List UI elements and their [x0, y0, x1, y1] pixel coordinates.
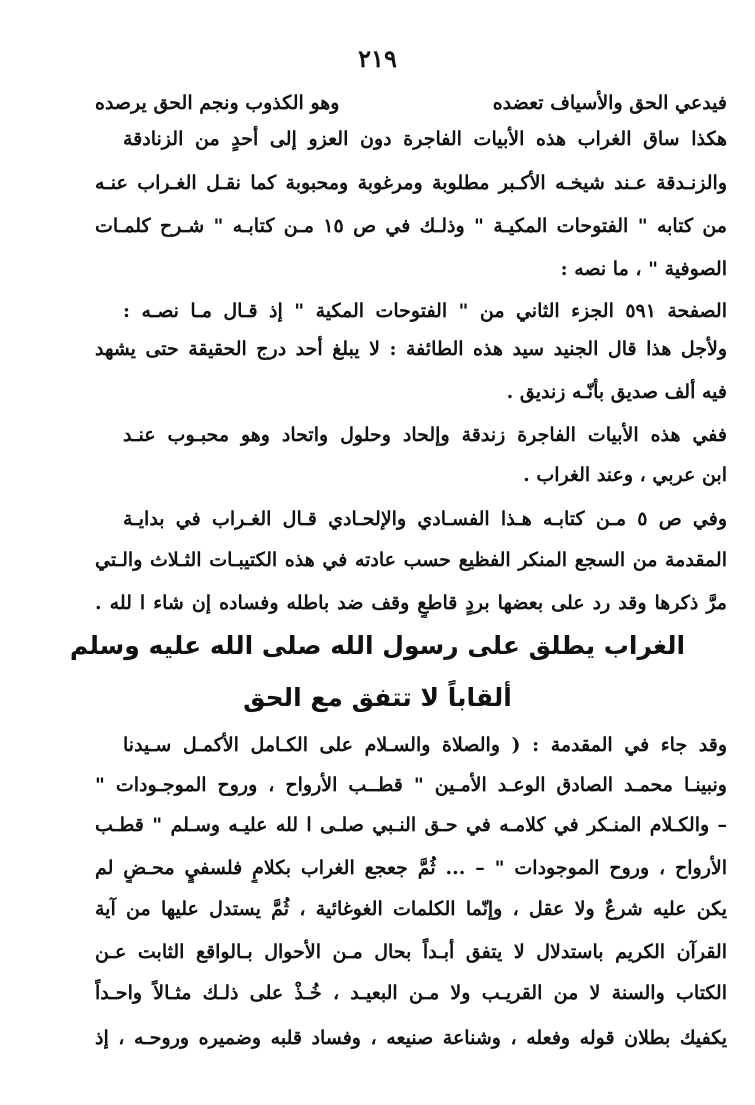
paragraph-1-line-3: من كتابه " الفتوحات المكيـة " وذلـك في ص ١٥ مـن كتابـه " شـرح كلمـات — [95, 215, 727, 237]
paragraph-4-line-2: المقدمة من السجع المنكر الفظيع حسب عادته في هذه الكتيبـات الثـلاث والـتي — [95, 549, 727, 571]
verse-second-hemistich: وهو الكذوب ونجم الحق يرصده — [95, 92, 340, 114]
paragraph-2-line-1: الصفحة ٥٩١ الجزء الثاني من " الفتوحات المكية " إذ قـال مـا نصـه : — [123, 300, 727, 322]
poetry-verse — [95, 88, 727, 118]
paragraph-5-line-2: ونبينـا محمـد الصادق الوعـد الأمـين " قطــب الأرواح ، وروح الموجـودات " — [95, 774, 727, 796]
paragraph-5-line-8: يكفيك بطلان قوله وفعله ، وشناعة صنيعه ، وفساد قلبه وضميره وروحـه ، إذ — [95, 1027, 727, 1049]
paragraph-5-line-5: يكن عليه شرعٌ ولا عقل ، وإنّما الكلمات الغوغائية ، ثُمَّ يستدل عليها من آية — [95, 898, 727, 920]
paragraph-5-line-7: الكتاب والسنة لا من القريـب ولا مـن البعيـد ، خُـذْ على ذلـك مثـالاً واحـداً — [95, 982, 727, 1004]
section-heading-line-1: الغراب يطلق على رسول الله صلى الله عليه وسلم — [69, 631, 686, 660]
paragraph-2-line-2: ولأجل هذا قال الجنيد سيد هذه الطائفة : لا يبلغ أحد درج الحقيقة حتى يشهد — [95, 338, 727, 360]
paragraph-5-line-3: – والكـلام المنـكر في كلامـه في حـق النـبي صلـى ا لله عليـه وسـلم " قطـب — [95, 814, 727, 836]
verse-first-hemistich: فيدعي الحق والأسياف تعضده — [492, 92, 727, 114]
page-number: ٢١٩ — [358, 44, 397, 73]
paragraph-3-line-2: ابن عربي ، وعند الغراب . — [523, 464, 727, 486]
paragraph-1-line-1: هكذا ساق الغراب هذه الأبيات الفاجرة دون العزو إلى أحدٍ من الزنادقة — [123, 128, 727, 150]
paragraph-1-line-4: الصوفية " ، ما نصه : — [560, 258, 727, 280]
paragraph-4-line-3: مرَّ ذكرها وقد رد على بعضها بردٍ قاطعٍ وقف ضد باطله وفساده إن شاء ا لله . — [95, 592, 727, 614]
paragraph-5-line-1: وقد جاء في المقدمة : ( والصلاة والسـلام على الكـامل الأكمـل سـيدنا — [123, 734, 727, 756]
paragraph-5-line-4: الأرواح ، وروح الموجودات " – ... ثُمَّ جعجع الغراب بكلامٍ فلسفيٍ محـضٍ لم — [95, 857, 727, 879]
paragraph-2-line-3: فيه ألف صديق بأنّـه زنديق . — [506, 381, 727, 403]
paragraph-1-line-2: والزنـدقة عـند شيخـه الأكـبر مطلوبة ومرغوبة ومحبوبة كما نقـل الغـراب عنـه — [95, 172, 727, 194]
paragraph-3-line-1: ففي هذه الأبيات الفاجرة زندقة وإلحاد وحلول واتحاد وهو محبـوب عنـد — [123, 424, 727, 446]
paragraph-4-line-1: وفي ص ٥ مـن كتابـه هـذا الفسـادي والإلحـادي قـال الغـراب في بدايـة — [123, 508, 727, 530]
paragraph-5-line-6: القرآن الكريم باستدلال لا يتفق أبـداً بحال مـن الأحوال بـالواقع الثابت عـن — [95, 941, 727, 963]
section-heading-line-2: ألقاباً لا تتفق مع الحق — [243, 683, 512, 712]
